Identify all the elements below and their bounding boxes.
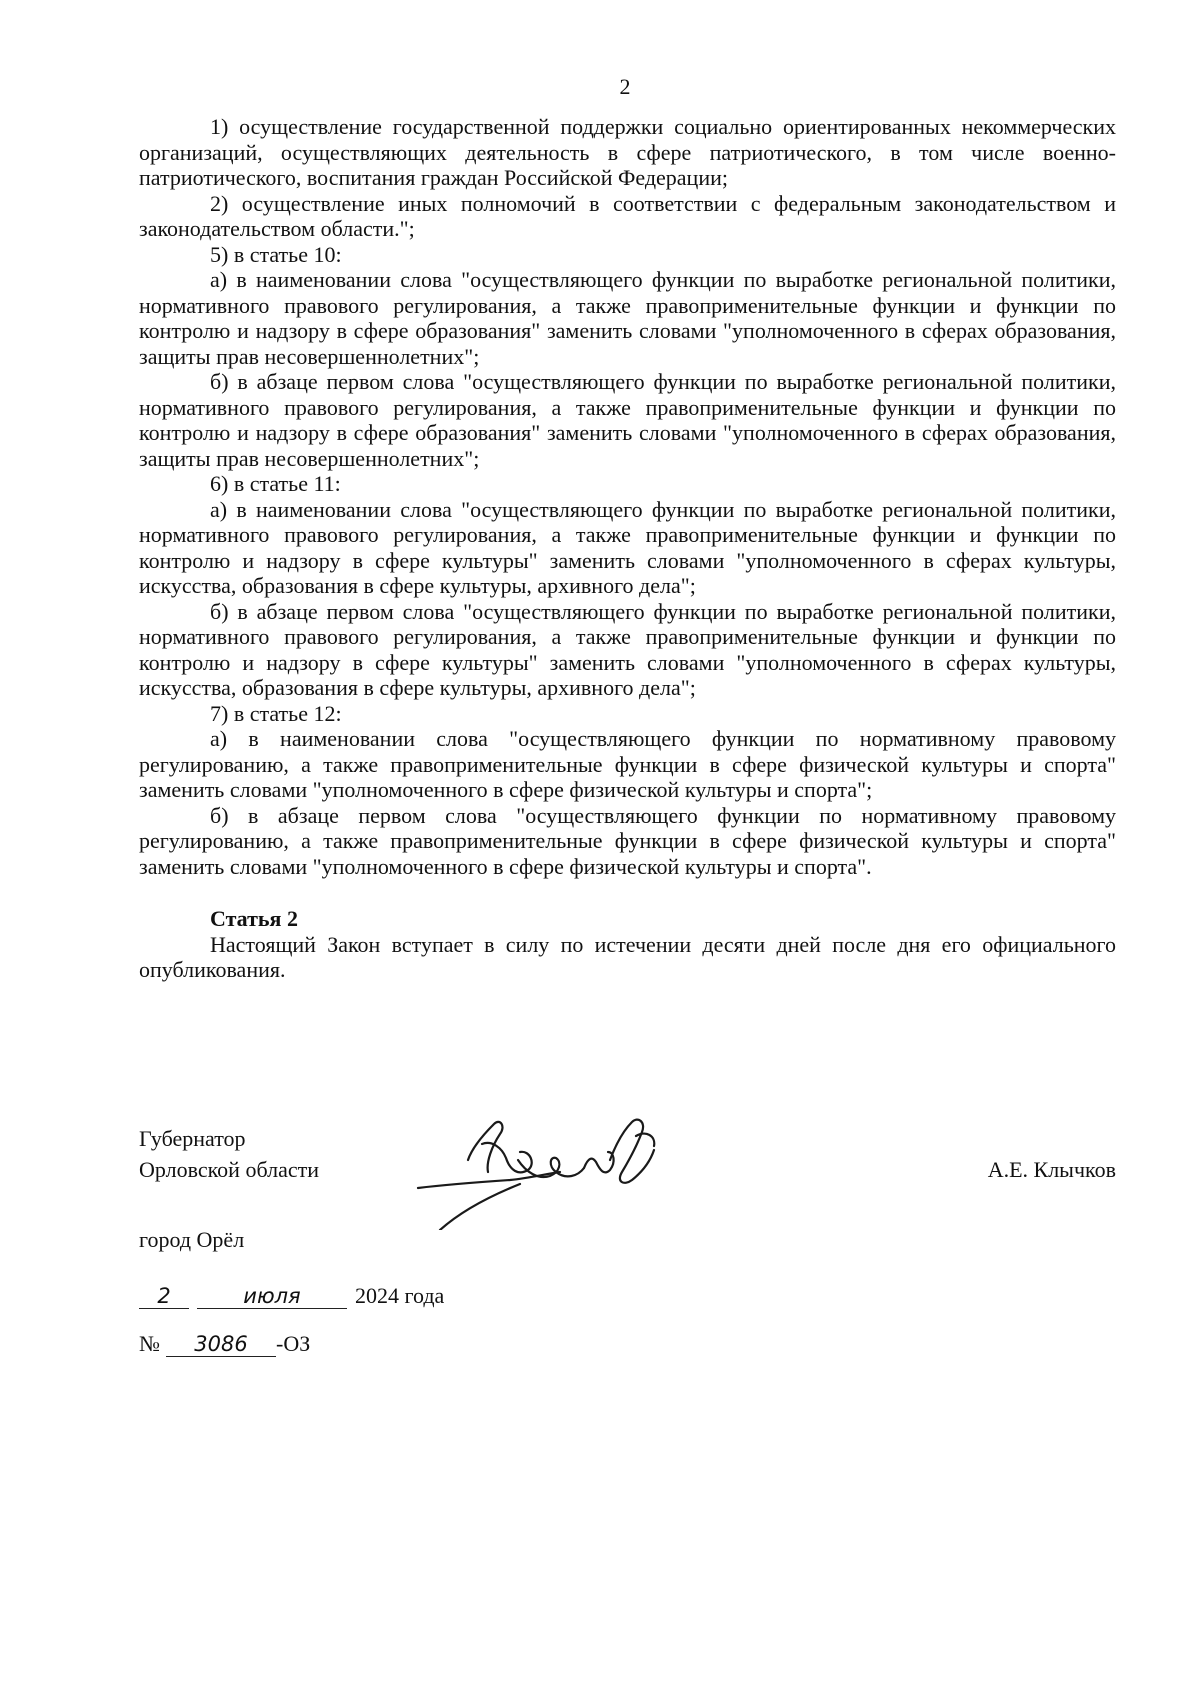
place-of-signing: город Орёл bbox=[139, 1227, 245, 1252]
signatory-title-line-1: Губернатор bbox=[139, 1126, 246, 1151]
paragraph-2: 2) осуществление иных полномочий в соответствии с федеральным законодательством и законодательством области."; bbox=[139, 190, 1116, 241]
date-month: июля bbox=[197, 1284, 347, 1309]
date-year: 2024 года bbox=[355, 1283, 445, 1308]
law-number-prefix: № bbox=[139, 1331, 160, 1356]
paragraph-6: 6) в статье 11: bbox=[210, 471, 341, 496]
paragraph-7: а) в наименовании слова "осуществляющего функции по выработке региональной политики, нормативного правового регулирования, а также правоприменительные функции и функции по контролю и надзору в сфере культуры" заменить словами "уполномоченного в сферах культуры, искусства, образования в сфере культуры, архивного дела"; bbox=[139, 496, 1116, 598]
handwritten-signature bbox=[410, 1100, 670, 1230]
paragraph-8: б) в абзаце первом слова "осуществляющего функции по выработке региональной политики, нормативного правового регулирования, а также правоприменительные функции и функции по контролю и надзору в сфере культуры" заменить словами "уполномоченного в сферах культуры, искусства, образования в сфере культуры, архивного дела"; bbox=[139, 598, 1116, 700]
article-2-text: Настоящий Закон вступает в силу по истечении десяти дней после дня его официального опубликования. bbox=[139, 931, 1116, 982]
article-2-heading: Статья 2 bbox=[210, 906, 298, 931]
signing-date bbox=[139, 1283, 444, 1309]
law-number-value: 3086 bbox=[166, 1332, 276, 1357]
document-body bbox=[139, 114, 1116, 983]
paragraph-5: б) в абзаце первом слова "осуществляющего функции по выработке региональной политики, нормативного правового регулирования, а также правоприменительные функции и функции по контролю и надзору в сфере образования" заменить словами "уполномоченного в сферах образования, защиты прав несовершеннолетних"; bbox=[139, 369, 1116, 471]
signatory-name: А.Е. Клычков bbox=[987, 1157, 1116, 1182]
page-number: 2 bbox=[619, 74, 631, 99]
paragraph-1: 1) осуществление государственной поддержки социально ориентированных некоммерческих организаций, осуществляющих деятельность в сфере патриотического, в том числе военно-патриотического, воспитания граждан Российской Федерации; bbox=[139, 114, 1116, 190]
paragraph-3: 5) в статье 10: bbox=[210, 241, 342, 267]
paragraph-10: а) в наименовании слова "осуществляющего функции по нормативному правовому регулированию, а также правоприменительные функции в сфере физической культуры и спорта" заменить словами "уполномоченного в сфере физической культуры и спорта"; bbox=[139, 726, 1116, 802]
signatory-title-line-2: Орловской области bbox=[139, 1157, 319, 1182]
law-number-suffix: -ОЗ bbox=[276, 1331, 311, 1356]
paragraph-4: а) в наименовании слова "осуществляющего функции по выработке региональной политики, нормативного правового регулирования, а также правоприменительные функции и функции по контролю и надзору в сфере образования" заменить словами "уполномоченного в сферах образования, защиты прав несовершеннолетних"; bbox=[139, 267, 1116, 369]
date-day: 2 bbox=[139, 1284, 189, 1309]
signatory-title bbox=[139, 1123, 319, 1185]
paragraph-9: 7) в статье 12: bbox=[210, 700, 342, 726]
law-number bbox=[139, 1331, 310, 1357]
article-2 bbox=[139, 906, 1116, 983]
paragraph-11: б) в абзаце первом слова "осуществляющего функции по нормативному правовому регулированию, а также правоприменительные функции в сфере физической культуры и спорта" заменить словами "уполномоченного в сфере физической культуры и спорта". bbox=[139, 802, 1116, 879]
